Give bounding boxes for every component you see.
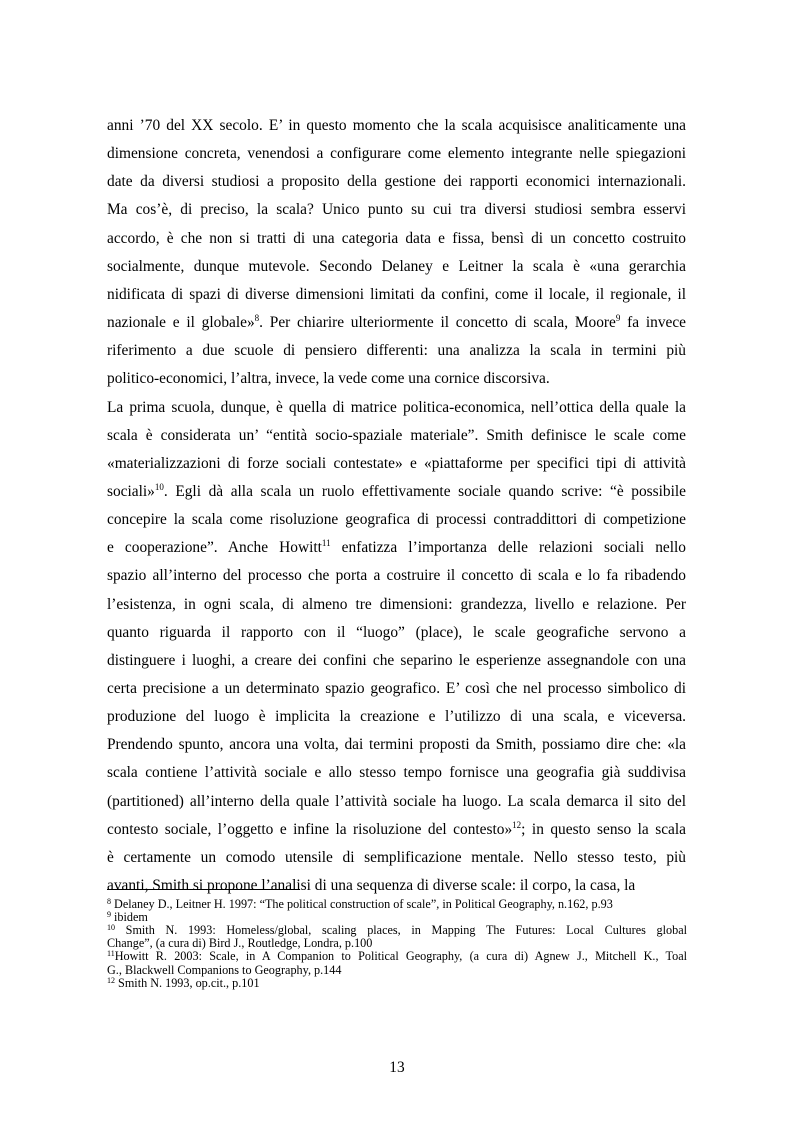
text-line bbox=[107, 314, 686, 332]
text-line: Prendendo spunto, ancora una volta, dai termini proposti da Smith, possiamo dire che: «la bbox=[107, 736, 686, 754]
text-line bbox=[107, 539, 686, 557]
footnote-text: G., Blackwell Companions to Geography, p.144 bbox=[107, 962, 342, 977]
text-line: concepire la scala come risoluzione geografica di processi contraddittori di competizione bbox=[107, 511, 686, 529]
footnote-ref: 10 bbox=[154, 481, 164, 492]
footnote-line bbox=[107, 964, 687, 977]
footnote-text: Delaney D., Leitner H. 1997: “The political construction of scale”, in Political Geography, n.162, p.93 bbox=[111, 897, 613, 911]
text-line: «materializzazioni di forze sociali contestate» e «piattaforme per specifici tipi di attività bbox=[107, 454, 686, 472]
text-line: date da diversi studiosi a proposito della gestione dei rapporti economici internazionali. bbox=[107, 173, 686, 191]
text-run: . Egli dà alla scala un ruolo effettivamente sociale quando scrive: “è possibile bbox=[163, 482, 686, 500]
text-run: contesto sociale, l’oggetto e infine la risoluzione del contesto» bbox=[107, 820, 513, 838]
footnote-text: Smith N. 1993: Homeless/global, scaling places, in Mapping The Futures: Local Cultures global bbox=[115, 923, 687, 938]
footnote-line bbox=[107, 977, 687, 990]
footnote-ref: 11 bbox=[321, 538, 331, 549]
text-line: scala è considerata un’ “entità socio-spaziale materiale”. Smith definisce le scale come bbox=[107, 426, 686, 444]
footnote-text: ibidem bbox=[111, 910, 148, 925]
footnote-line bbox=[107, 950, 687, 963]
text-line: spazio all’interno del processo che porta a costruire il concetto di scala e lo fa ribadendo bbox=[107, 567, 686, 585]
footnote-number: 8 bbox=[107, 897, 111, 906]
text-line: accordo, è che non si tratti di una categoria data e fissa, bensì di un concetto costruito bbox=[107, 229, 686, 247]
text-line: politico-economici, l’altra, invece, la vede come una cornice discorsiva. bbox=[107, 370, 550, 388]
text-run: ; in questo senso la scala bbox=[521, 820, 686, 838]
footnote-ref: 12 bbox=[512, 819, 522, 830]
text-line bbox=[107, 483, 686, 501]
text-line: certa precisione a un determinato spazio geografico. E’ così che nel processo simbolico di bbox=[107, 680, 686, 697]
text-line: quanto riguarda il rapporto con il “luogo” (place), le scale geografiche servono a bbox=[107, 623, 686, 641]
text-run: e cooperazione”. Anche Howitt bbox=[107, 539, 322, 557]
footnote-line bbox=[107, 937, 687, 950]
text-run: . Per chiarire ulteriormente il concetto di scala, Moore bbox=[259, 314, 616, 332]
text-line: riferimento a due scuole di pensiero differenti: una analizza la scala in termini più bbox=[107, 342, 686, 360]
footnote-text: Howitt R. 2003: Scale, in A Companion to Political Geography, (a cura di) Agnew J., Mitchell K., Toal bbox=[114, 949, 687, 964]
text-line: Ma cos’è, di preciso, la scala? Unico punto su cui tra diversi studiosi sembra esservi bbox=[107, 201, 686, 219]
text-run: fa invece bbox=[620, 314, 687, 332]
text-line: produzione del luogo è implicita la creazione e l’utilizzo di una scala, e viceversa. bbox=[107, 708, 686, 726]
text-line: La prima scuola, dunque, è quella di matrice politica-economica, nell’ottica della quale la bbox=[107, 398, 686, 416]
text-line: è certamente un comodo utensile di semplificazione mentale. Nello stesso testo, più bbox=[107, 848, 686, 866]
text-line: socialmente, dunque mutevole. Secondo Delaney e Leitner la scala è «una gerarchia bbox=[107, 257, 686, 275]
text-line: l’esistenza, in ogni scala, di almeno tre dimensioni: grandezza, livello e relazione. Per bbox=[107, 595, 686, 613]
text-line: anni ’70 del XX secolo. E’ in questo momento che la scala acquisisce analiticamente una bbox=[107, 117, 686, 134]
text-line: scala contiene l’attività sociale e allo stesso tempo fornisce una geografia già suddivisa bbox=[107, 764, 686, 782]
text-line: avanti, Smith si propone l’analisi di una sequenza di diverse scale: il corpo, la casa, la bbox=[107, 877, 636, 895]
footnote-number: 9 bbox=[107, 910, 111, 920]
footnote-line bbox=[107, 924, 687, 937]
footnote-text: Smith N. 1993, op.cit., p.101 bbox=[115, 975, 260, 990]
footnote-number: 10 bbox=[107, 923, 115, 933]
footnote-number: 12 bbox=[107, 975, 115, 985]
footnote-line bbox=[107, 898, 687, 911]
text-line: dimensione concreta, venendosi a configurare come elemento integrante nelle spiegazioni bbox=[107, 145, 686, 163]
page-number: 13 bbox=[389, 1059, 405, 1076]
text-run: sociali» bbox=[107, 482, 155, 500]
text-line bbox=[107, 821, 686, 839]
footnote-line bbox=[107, 911, 687, 924]
footnote-text: Change”, (a cura di) Bird J., Routledge, Londra, p.100 bbox=[107, 936, 373, 951]
footnote-separator bbox=[107, 889, 300, 890]
footnote-ref: 9 bbox=[615, 313, 621, 324]
footnote-number: 11 bbox=[107, 949, 115, 959]
text-run: enfatizza l’importanza delle relazioni sociali nello bbox=[330, 539, 686, 557]
footnote-ref: 8 bbox=[254, 313, 260, 324]
text-line: nidificata di spazi di diverse dimensioni limitati da confini, come il locale, il regionale, il bbox=[107, 285, 686, 303]
text-run: nazionale e il globale» bbox=[107, 314, 255, 332]
text-line: distinguere i luoghi, a creare dei confini che separino le esperienze assegnandole con una bbox=[107, 651, 686, 669]
text-line: (partitioned) all’interno della quale l’attività sociale ha luogo. La scala demarca il sito del bbox=[107, 792, 686, 810]
